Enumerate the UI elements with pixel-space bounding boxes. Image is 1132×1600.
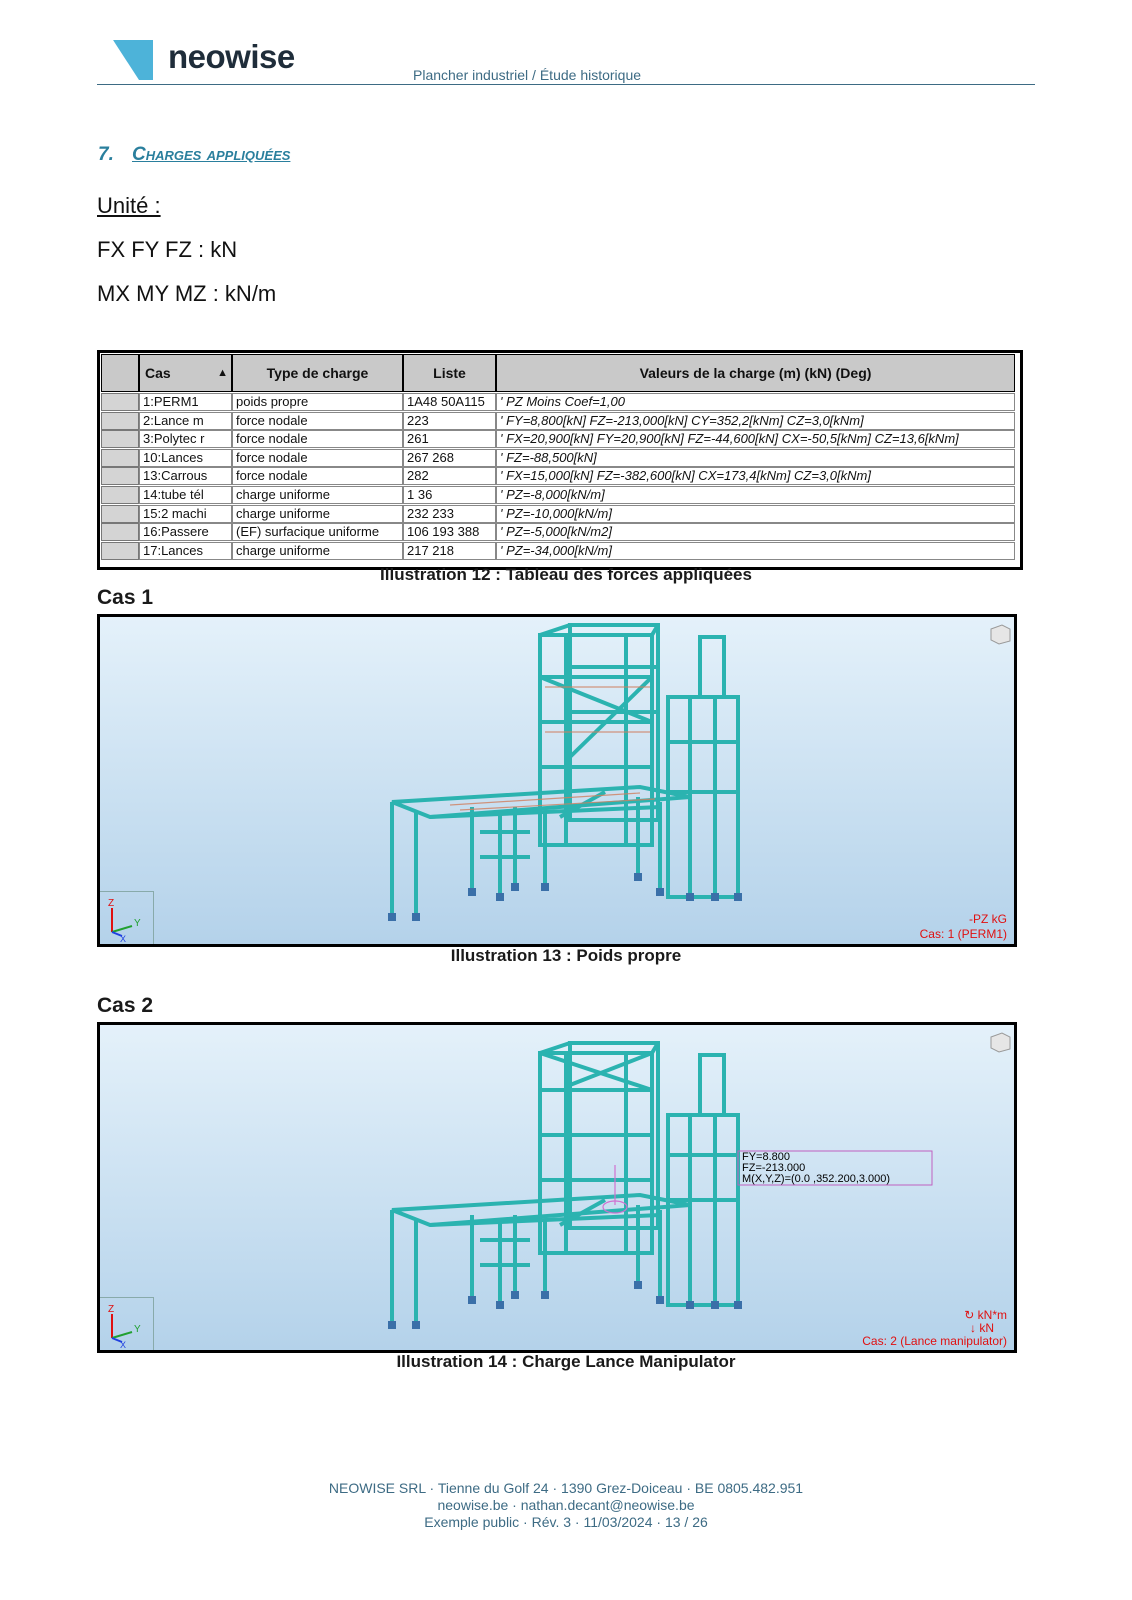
cell-liste: 1A48 50A115 bbox=[403, 393, 496, 411]
document-title: Plancher industriel / Étude historique bbox=[413, 67, 642, 83]
case2-legend-case: Cas: 2 (Lance manipulator) bbox=[862, 1334, 1007, 1348]
cell-cas: 13:Carrous bbox=[139, 467, 232, 485]
table-row[interactable] bbox=[100, 430, 1014, 448]
case1-label: Cas 1 bbox=[97, 586, 154, 609]
row-selector[interactable] bbox=[101, 430, 139, 448]
force-annotation: FY=8.800 FZ=-213.000 M(X,Y,Z)=(0.0 ,352.200,3.000) bbox=[742, 1151, 891, 1185]
case2-caption: Illustration 14 : Charge Lance Manipulator bbox=[396, 1352, 736, 1371]
cell-type: force nodale bbox=[232, 449, 403, 467]
cell-cas: 10:Lances bbox=[139, 449, 232, 467]
cell-type: charge uniforme bbox=[232, 542, 403, 560]
cell-valeurs: ' PZ=-10,000[kN/m] bbox=[496, 505, 1015, 523]
cell-type: force nodale bbox=[232, 430, 403, 448]
unit-moment-line: MX MY MZ : kN/m bbox=[97, 281, 277, 306]
view-cube-icon[interactable] bbox=[988, 623, 1012, 645]
svg-text:Y: Y bbox=[134, 1324, 141, 1335]
cell-valeurs: ' FX=20,900[kN] FY=20,900[kN] FZ=-44,600[kN] CX=-50,5[kNm] CZ=13,6[kNm] bbox=[496, 430, 1015, 448]
cell-valeurs: ' PZ=-8,000[kN/m] bbox=[496, 486, 1015, 504]
cell-cas: 3:Polytec r bbox=[139, 430, 232, 448]
row-selector[interactable] bbox=[101, 412, 139, 430]
case2-legend-moment: ↻ kN*m bbox=[964, 1308, 1007, 1322]
row-selector[interactable] bbox=[101, 449, 139, 467]
cell-liste: 261 bbox=[403, 430, 496, 448]
footer-contact: neowise.be · nathan.decant@neowise.be bbox=[437, 1497, 695, 1513]
table-row[interactable] bbox=[100, 467, 1014, 485]
unit-label: Unité : bbox=[97, 193, 161, 218]
table-row[interactable] bbox=[100, 542, 1014, 560]
cell-valeurs: ' PZ=-34,000[kN/m] bbox=[496, 542, 1015, 560]
table-caption: Illustration 12 : Tableau des forces appliquées bbox=[380, 565, 752, 584]
svg-text:Y: Y bbox=[134, 918, 141, 929]
moment-arrow-icon: ↻ bbox=[964, 1308, 978, 1322]
case2-label: Cas 2 bbox=[97, 994, 154, 1017]
row-selector[interactable] bbox=[101, 467, 139, 485]
row-selector[interactable] bbox=[101, 523, 139, 541]
cell-valeurs: ' PZ=-5,000[kN/m2] bbox=[496, 523, 1015, 541]
cell-liste: 267 268 bbox=[403, 449, 496, 467]
structure-model bbox=[100, 617, 1014, 944]
cell-liste: 232 233 bbox=[403, 505, 496, 523]
svg-text:Z: Z bbox=[108, 898, 115, 909]
cell-cas: 17:Lances bbox=[139, 542, 232, 560]
cell-type: charge uniforme bbox=[232, 505, 403, 523]
row-selector[interactable] bbox=[101, 542, 139, 560]
cell-type: charge uniforme bbox=[232, 486, 403, 504]
col-header-type[interactable]: Type de charge bbox=[232, 354, 403, 392]
table-row[interactable] bbox=[100, 486, 1014, 504]
row-selector[interactable] bbox=[101, 486, 139, 504]
case1-legend-unit: -PZ kG bbox=[969, 912, 1007, 926]
table-row[interactable] bbox=[100, 449, 1014, 467]
cell-type: force nodale bbox=[232, 467, 403, 485]
case1-caption: Illustration 13 : Poids propre bbox=[450, 946, 682, 965]
footer-revision: Exemple public · Rév. 3 · 11/03/2024 · 13 / 26 bbox=[424, 1514, 708, 1530]
cell-cas: 15:2 machi bbox=[139, 505, 232, 523]
neowise-logo-icon bbox=[113, 40, 153, 80]
cell-type: poids propre bbox=[232, 393, 403, 411]
section-title: Charges appliquées bbox=[132, 144, 291, 165]
brand-name: neowise bbox=[168, 38, 295, 75]
table-row[interactable] bbox=[100, 505, 1014, 523]
sort-arrow-icon: ▲ bbox=[217, 367, 228, 379]
cell-cas: 16:Passere bbox=[139, 523, 232, 541]
row-selector[interactable] bbox=[101, 505, 139, 523]
col-header-cas[interactable] bbox=[139, 354, 232, 392]
cell-cas: 2:Lance m bbox=[139, 412, 232, 430]
row-selector-header bbox=[101, 354, 139, 392]
cell-cas: 14:tube tél bbox=[139, 486, 232, 504]
cell-cas: 1:PERM1 bbox=[139, 393, 232, 411]
table-row[interactable] bbox=[100, 412, 1014, 430]
view-cube-icon[interactable] bbox=[988, 1031, 1012, 1053]
cell-valeurs: ' FZ=-88,500[kN] bbox=[496, 449, 1015, 467]
cell-liste: 217 218 bbox=[403, 542, 496, 560]
table-row[interactable] bbox=[100, 393, 1014, 411]
case2-legend-force: ↓ kN bbox=[969, 1321, 994, 1335]
section-number: 7. bbox=[98, 144, 114, 165]
table-row[interactable] bbox=[100, 523, 1014, 541]
load-table bbox=[97, 350, 1023, 570]
cell-valeurs: ' FX=15,000[kN] FZ=-382,600[kN] CX=173,4[kNm] CZ=3,0[kNm] bbox=[496, 467, 1015, 485]
cell-type: (EF) surfacique uniforme bbox=[232, 523, 403, 541]
cell-type: force nodale bbox=[232, 412, 403, 430]
header-divider bbox=[97, 84, 1035, 85]
col-header-cas-label: Cas bbox=[145, 365, 171, 381]
force-arrow-icon: ↓ bbox=[969, 1321, 980, 1335]
cell-liste: 223 bbox=[403, 412, 496, 430]
cell-liste: 106 193 388 bbox=[403, 523, 496, 541]
svg-text:X: X bbox=[120, 1340, 127, 1350]
cell-valeurs: ' FY=8,800[kN] FZ=-213,000[kN] CY=352,2[kNm] CZ=3,0[kNm] bbox=[496, 412, 1015, 430]
cell-liste: 282 bbox=[403, 467, 496, 485]
axis-triad-icon bbox=[100, 891, 154, 944]
col-header-valeurs[interactable]: Valeurs de la charge (m) (kN) (Deg) bbox=[496, 354, 1015, 392]
case1-structure-view[interactable] bbox=[97, 614, 1017, 947]
unit-force-line: FX FY FZ : kN bbox=[97, 237, 238, 262]
case1-legend-case: Cas: 1 (PERM1) bbox=[919, 927, 1007, 941]
footer-company: NEOWISE SRL · Tienne du Golf 24 · 1390 Grez-Doiceau · BE 0805.482.951 bbox=[328, 1480, 804, 1496]
structure-model bbox=[100, 1025, 1014, 1350]
case2-structure-view[interactable] bbox=[97, 1022, 1017, 1353]
svg-text:Z: Z bbox=[108, 1304, 115, 1315]
svg-text:X: X bbox=[120, 934, 127, 944]
cell-valeurs: ' PZ Moins Coef=1,00 bbox=[496, 393, 1015, 411]
axis-triad-icon bbox=[100, 1297, 154, 1350]
row-selector[interactable] bbox=[101, 393, 139, 411]
col-header-liste[interactable]: Liste bbox=[403, 354, 496, 392]
cell-liste: 1 36 bbox=[403, 486, 496, 504]
